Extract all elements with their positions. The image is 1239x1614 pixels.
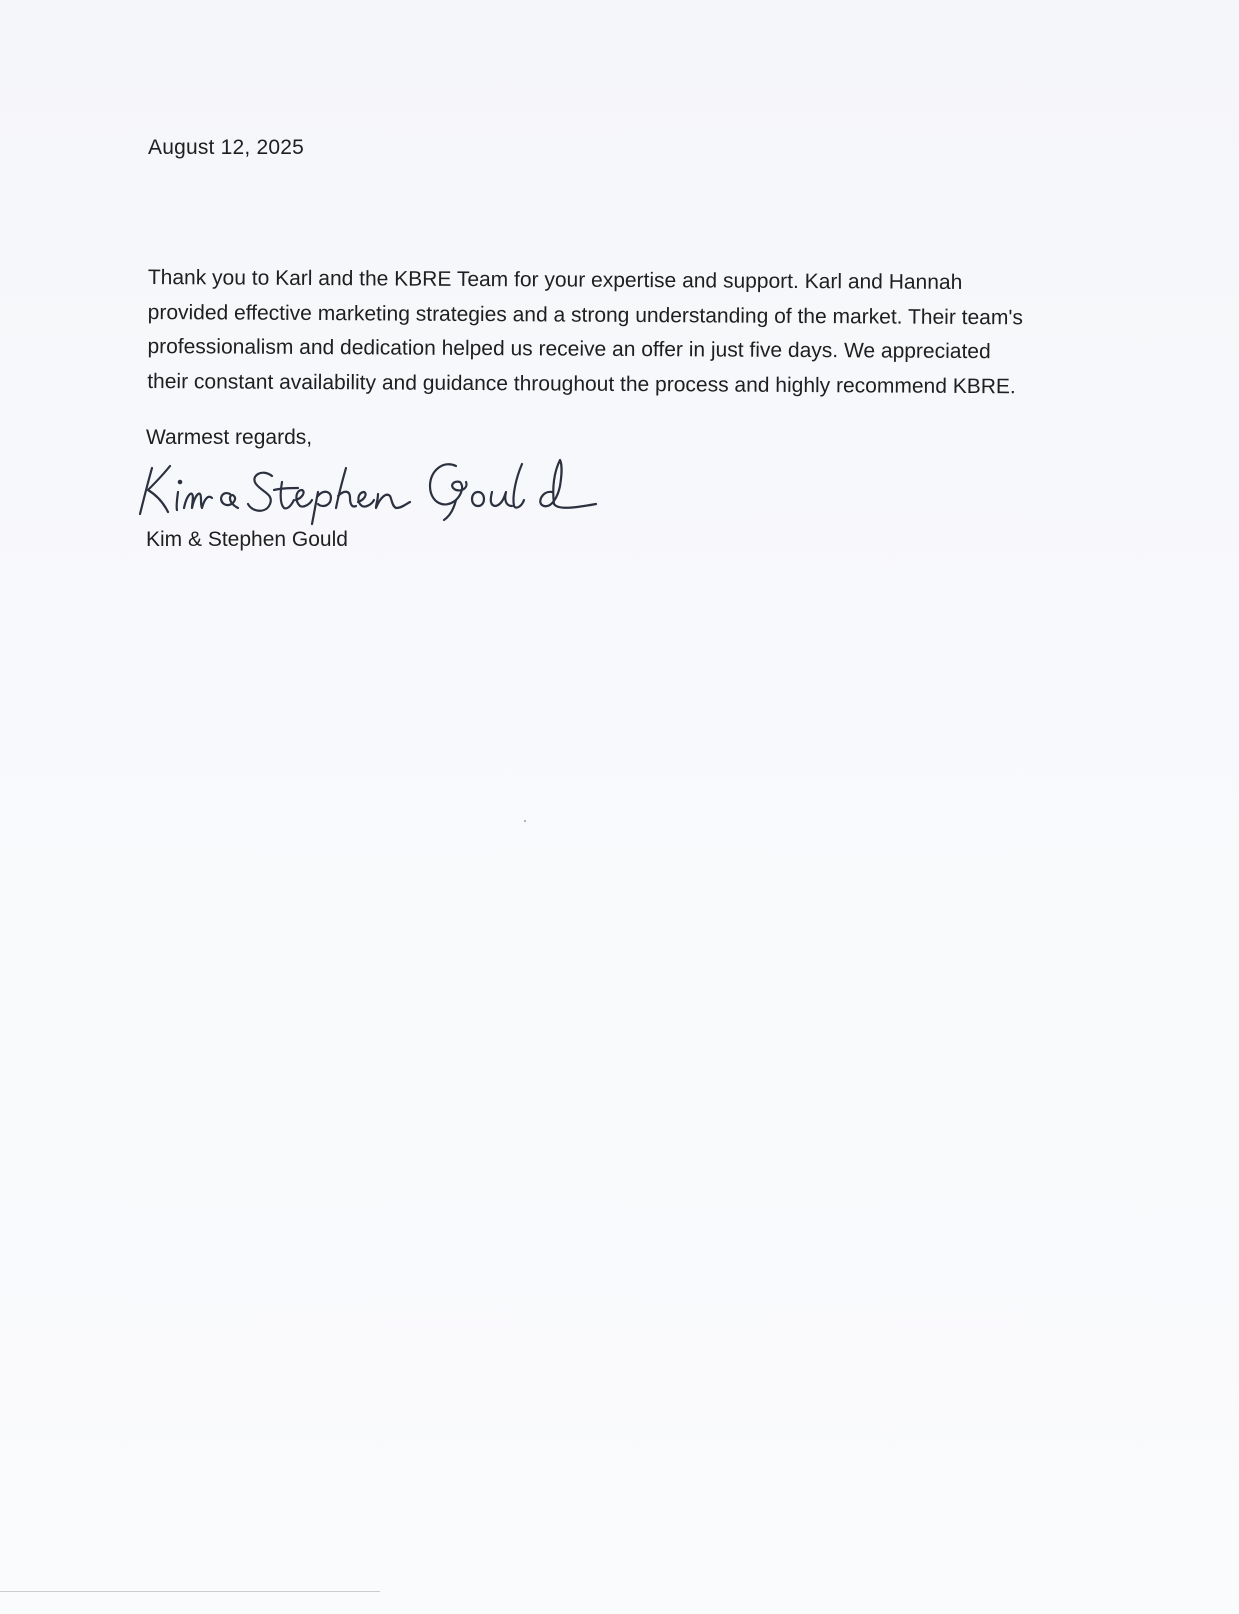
letter-date: August 12, 2025	[148, 136, 304, 159]
letter-body: Thank you to Karl and the KBRE Team for your expertise and support. Karl and Hannah provided effective marketing strategies and a strong understanding of the market. Their team's professionalism and dedication helped us receive an offer in just five days. We appreciated their constant availability and guidance throughout the process and highly recommend KBRE.	[147, 265, 1023, 398]
scan-speck	[524, 820, 526, 822]
handwritten-signature	[134, 446, 604, 526]
closing-phrase: Warmest regards,	[146, 426, 313, 449]
scan-edge-line	[0, 1591, 380, 1592]
signatory-name: Kim & Stephen Gould	[146, 528, 348, 551]
